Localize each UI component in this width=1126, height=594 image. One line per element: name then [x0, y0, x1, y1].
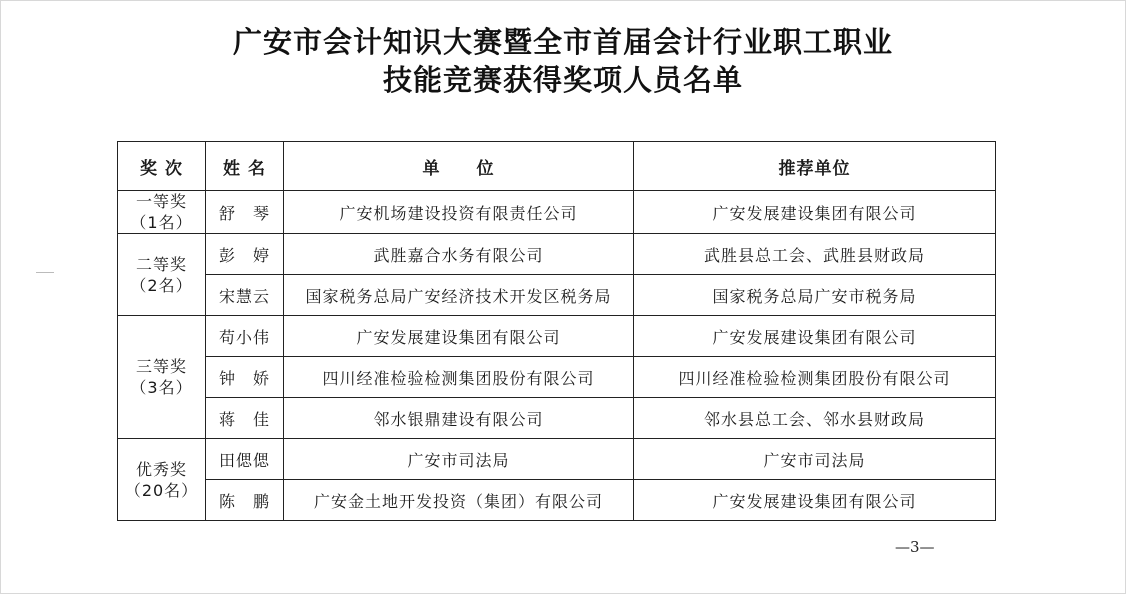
- recommender-cell: 广安发展建设集团有限公司: [634, 480, 996, 521]
- document-title-line-2: 技能竞赛获得奖项人员名单: [382, 63, 743, 97]
- award-count: （20名）: [124, 480, 199, 500]
- table-row: [118, 398, 996, 439]
- document-title-line-1: 广安市会计知识大赛暨全市首届会计行业职工职业: [232, 25, 893, 59]
- recommender-cell: 四川经准检验检测集团股份有限公司: [634, 357, 996, 398]
- award-cell-third: [118, 316, 206, 439]
- name-cell: 宋慧云: [206, 275, 284, 316]
- header-recommender: 推荐单位: [634, 142, 996, 191]
- header-name: 姓 名: [206, 142, 284, 191]
- name-cell: 蒋 佳: [206, 398, 284, 439]
- table-row: [118, 439, 996, 480]
- award-label: 一等奖: [135, 192, 187, 211]
- recommender-cell: 广安发展建设集团有限公司: [634, 316, 996, 357]
- header-unit: 单 位: [284, 142, 634, 191]
- recommender-cell: 邻水县总工会、邻水县财政局: [634, 398, 996, 439]
- table-row: [118, 191, 996, 234]
- award-label: 三等奖: [135, 357, 187, 376]
- table-row: [118, 234, 996, 275]
- unit-cell: 广安机场建设投资有限责任公司: [284, 191, 634, 234]
- unit-cell: 四川经准检验检测集团股份有限公司: [284, 357, 634, 398]
- recommender-cell: 国家税务总局广安市税务局: [634, 275, 996, 316]
- name-cell: 钟 娇: [206, 357, 284, 398]
- unit-cell: 广安市司法局: [284, 439, 634, 480]
- name-cell: 彭 婷: [206, 234, 284, 275]
- unit-cell: 广安发展建设集团有限公司: [284, 316, 634, 357]
- table-row: [118, 275, 996, 316]
- recommender-cell: 武胜县总工会、武胜县财政局: [634, 234, 996, 275]
- recommender-cell: 广安发展建设集团有限公司: [634, 191, 996, 234]
- unit-cell: 武胜嘉合水务有限公司: [284, 234, 634, 275]
- award-cell-second: [118, 234, 206, 316]
- unit-cell: 国家税务总局广安经济技术开发区税务局: [284, 275, 634, 316]
- award-count: （1名）: [130, 213, 193, 232]
- award-label: 优秀奖: [135, 459, 187, 479]
- awardee-table: [117, 141, 996, 521]
- page-number: —3—: [895, 538, 935, 556]
- award-count: （3名）: [130, 378, 193, 397]
- table-row: [118, 480, 996, 521]
- award-cell-first: [118, 191, 206, 234]
- recommender-cell: 广安市司法局: [634, 439, 996, 480]
- award-count: （2名）: [130, 275, 193, 295]
- header-award: 奖 次: [118, 142, 206, 191]
- name-cell: 舒 琴: [206, 191, 284, 234]
- table-header-row: [118, 142, 996, 191]
- award-cell-excellence: [118, 439, 206, 521]
- name-cell: 田偲偲: [206, 439, 284, 480]
- name-cell: 苟小伟: [206, 316, 284, 357]
- table-row: [118, 357, 996, 398]
- table-row: [118, 316, 996, 357]
- name-cell: 陈 鹏: [206, 480, 284, 521]
- unit-cell: 广安金土地开发投资（集团）有限公司: [284, 480, 634, 521]
- award-label: 二等奖: [135, 254, 187, 274]
- margin-mark: [36, 272, 54, 273]
- unit-cell: 邻水银鼎建设有限公司: [284, 398, 634, 439]
